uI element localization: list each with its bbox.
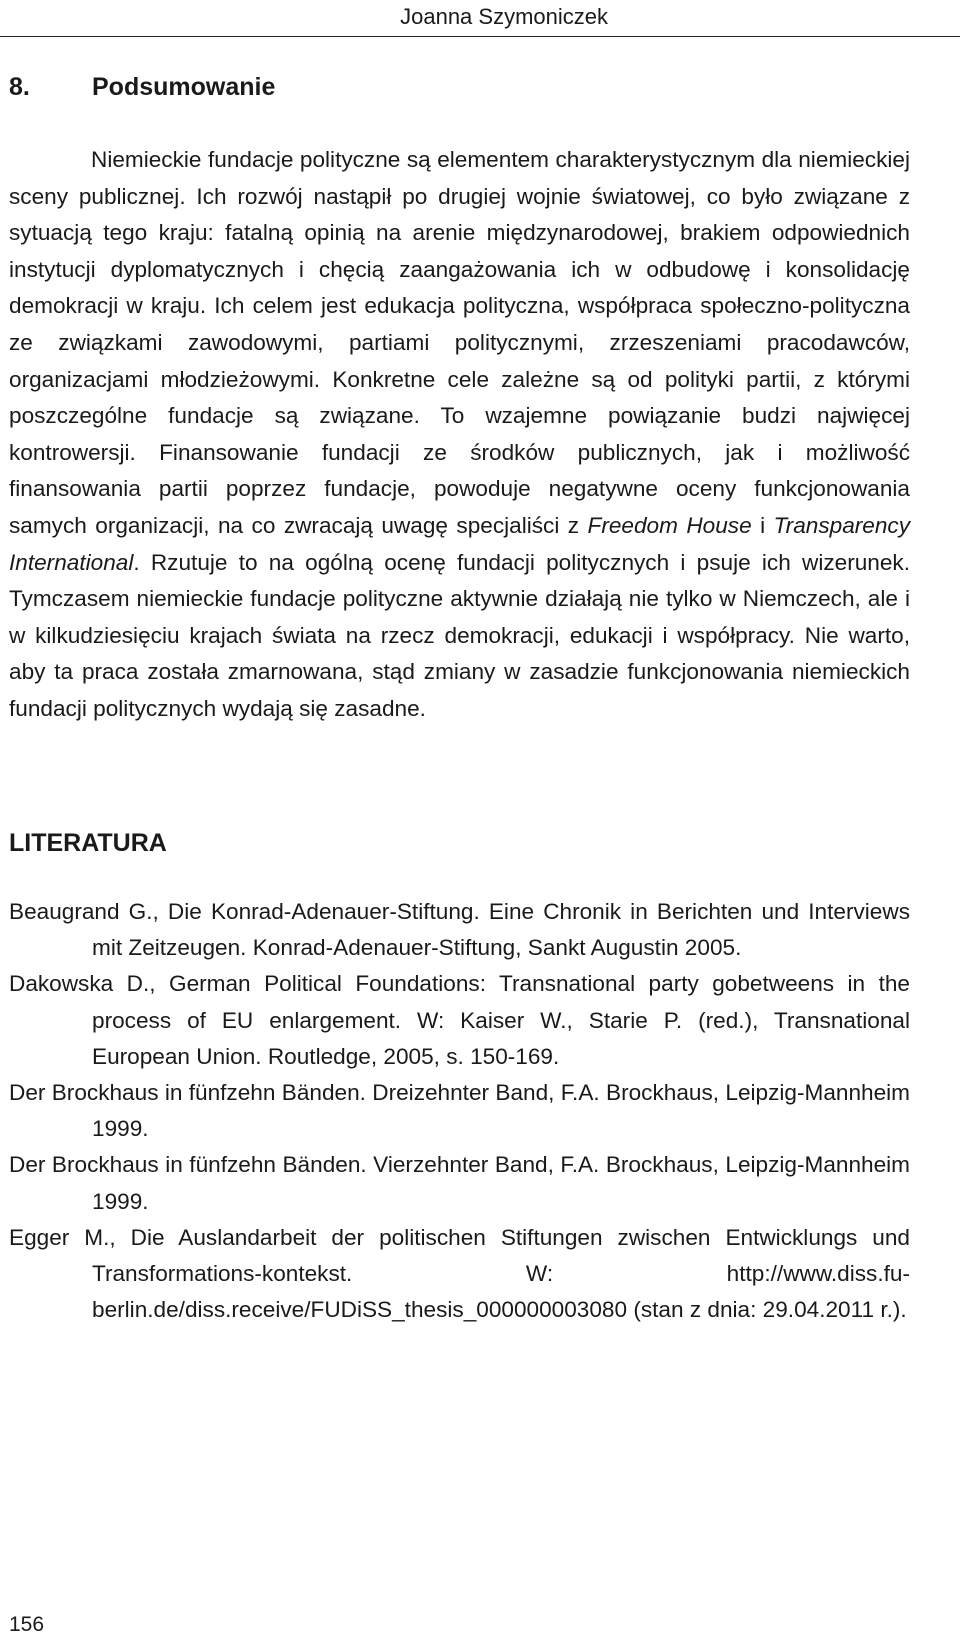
bibliography-entry: Der Brockhaus in fünfzehn Bänden. Dreizehnter Band, F.A. Brockhaus, Leipzig-Mannheim 1999.: [9, 1080, 910, 1142]
literature-heading: LITERATURA: [9, 829, 167, 857]
summary-paragraph: [9, 142, 910, 728]
org-transparency-international: Transparency International: [9, 512, 911, 575]
page-number: 156: [9, 1613, 45, 1636]
summary-text-part2: . Rzutuje to na ogólną ocenę fundacji politycznych i psuje ich wizerunek. Tymczasem niemieckie fundacje polityczne aktywnie działają nie tylko w Niemczech, ale i w kilkudziesięciu krajach świata na rzecz demokracji, edukacji i współpracy. Nie warto, aby ta praca została zmarnowana, stąd zmiany w zasadzie funkcjonowania niemieckich fundacji politycznych wydają się zasadne.: [9, 549, 910, 721]
bibliography-entry: Egger M., Die Auslandarbeit der politischen Stiftungen zwischen Entwicklungs und Transformations-kontekst. W: http://www.diss.fu-berlin.de/diss.receive/FUDiSS_thesis_000000003080 (stan z dnia: 29.04.2011 r.).: [9, 1224, 910, 1323]
bibliography-entry: Beaugrand G., Die Konrad-Adenauer-Stiftung. Eine Chronik in Berichten und Interviews mit Zeitzeugen. Konrad-Adenauer-Stiftung, Sankt Augustin 2005.: [9, 899, 910, 961]
section-heading: [9, 73, 275, 102]
section-number: 8.: [9, 73, 30, 101]
section-title: Podsumowanie: [92, 73, 276, 101]
running-header: [0, 0, 960, 37]
bibliography-entry: Der Brockhaus in fünfzehn Bänden. Vierzehnter Band, F.A. Brockhaus, Leipzig-Mannheim 1999.: [9, 1152, 910, 1214]
bibliography-entry: Dakowska D., German Political Foundations: Transnational party gobetweens in the process of EU enlargement. W: Kaiser W., Starie P. (red.), Transnational European Union. Routledge, 2005, s. 150-169.: [9, 971, 910, 1069]
header-author: Joanna Szymoniczek: [400, 4, 608, 29]
org-freedom-house: Freedom House: [587, 512, 752, 538]
summary-conjunction: i: [751, 512, 774, 538]
bibliography-list: [9, 894, 910, 1328]
summary-text-part1: Niemieckie fundacje polityczne są elementem charakterystycznym dla niemieckiej sceny publicznej. Ich rozwój nastąpił po drugiej wojnie światowej, co było związane z sytuacją tego kraju: fatalną opinią na arenie międzynarodowej, brakiem odpowiednich instytucji dyplomatycznych i chęcią zaangażowania ich w odbudowę i konsolidację demokracji w kraju. Ich celem jest edukacja polityczna, współpraca społeczno-polityczna ze związkami zawodowymi, partiami politycznymi, zrzeszeniami pracodawców, organizacjami młodzieżowymi. Konkretne cele zależne są od polityki partii, z którymi poszczególne fundacje są związane. To wzajemne powiązanie budzi najwięcej kontrowersji. Finansowanie fundacji ze środków publicznych, jak i możliwość finansowania partii poprzez fundacje, powoduje negatywne oceny funkcjonowania samych organizacji, na co zwracają uwagę specjaliści z: [9, 147, 910, 538]
